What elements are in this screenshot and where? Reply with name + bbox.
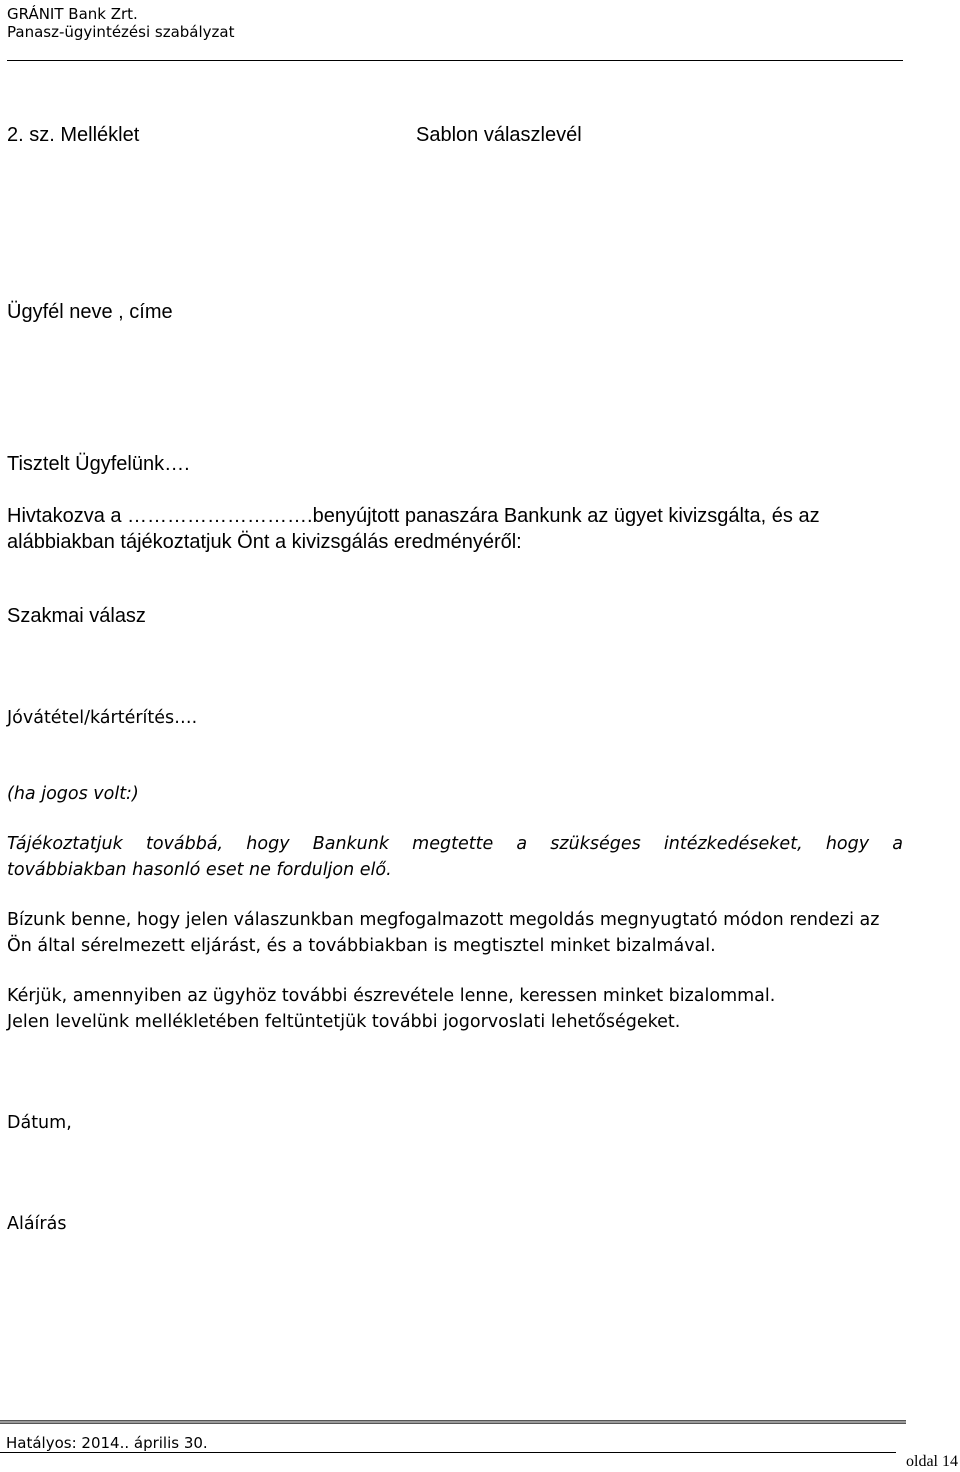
info-word: a (516, 834, 528, 854)
info-word: szükséges (550, 834, 641, 854)
info-word: hogy (246, 834, 290, 854)
annex-title: Sablon válaszlevél (416, 124, 582, 146)
header-company: GRÁNIT Bank Zrt. (7, 5, 138, 23)
info-word: hogy (825, 834, 870, 854)
footer-effective-date: Hatályos: 2014.. április 30. (6, 1434, 208, 1452)
info-word: intézkedéseket, (663, 834, 803, 854)
info-word: a (892, 834, 903, 854)
date-label: Dátum, (7, 1113, 72, 1133)
contact-paragraph (7, 983, 903, 1035)
if-justified-note: (ha jogos volt:) (7, 784, 139, 804)
signature-label: Aláírás (7, 1214, 67, 1234)
info-paragraph (7, 831, 903, 883)
intro-line-1: Hivtakozva a ……………………….benyújtott panaszára Bankunk az ügyet kivizsgálta, és az (7, 505, 820, 527)
contact-line-2: Jelen levelünk mellékletében feltüntetjük további jogorvoslati lehetőségeket. (7, 1012, 681, 1032)
info-word: megtette (412, 834, 494, 854)
footer-rule (0, 1452, 896, 1453)
info-line-2: továbbiakban hasonló eset ne forduljon elő. (7, 860, 392, 880)
annex-label: 2. sz. Melléklet (7, 124, 140, 146)
header-divider (7, 60, 903, 61)
info-word: továbbá, (145, 834, 224, 854)
salutation: Tisztelt Ügyfelünk…. (7, 453, 190, 475)
header-document-title: Panasz-ügyintézési szabályzat (7, 23, 235, 41)
info-word: Tájékoztatjuk (7, 834, 123, 854)
footer-divider (0, 1420, 906, 1424)
page-number: oldal 14 (906, 1453, 958, 1470)
trust-paragraph: Bízunk benne, hogy jelen válaszunkban megfogalmazott megoldás megnyugtató módon rendezi az Ön által sérelmezett eljárást, és a továbbiakban is megtisztel minket bizalmával. (7, 910, 880, 956)
professional-answer-heading: Szakmai válasz (7, 605, 146, 627)
info-word: Bankunk (312, 834, 389, 854)
info-line-1 (7, 831, 903, 857)
contact-line-1: Kérjük, amennyiben az ügyhöz további észrevétele lenne, keressen minket bizalommal. (7, 986, 776, 1006)
client-name-address: Ügyfél neve , címe (7, 301, 173, 323)
compensation-heading: Jóvátétel/kártérítés…. (7, 708, 198, 728)
intro-line-2: alábbiakban tájékoztatjuk Önt a kivizsgálás eredményéről: (7, 531, 522, 553)
